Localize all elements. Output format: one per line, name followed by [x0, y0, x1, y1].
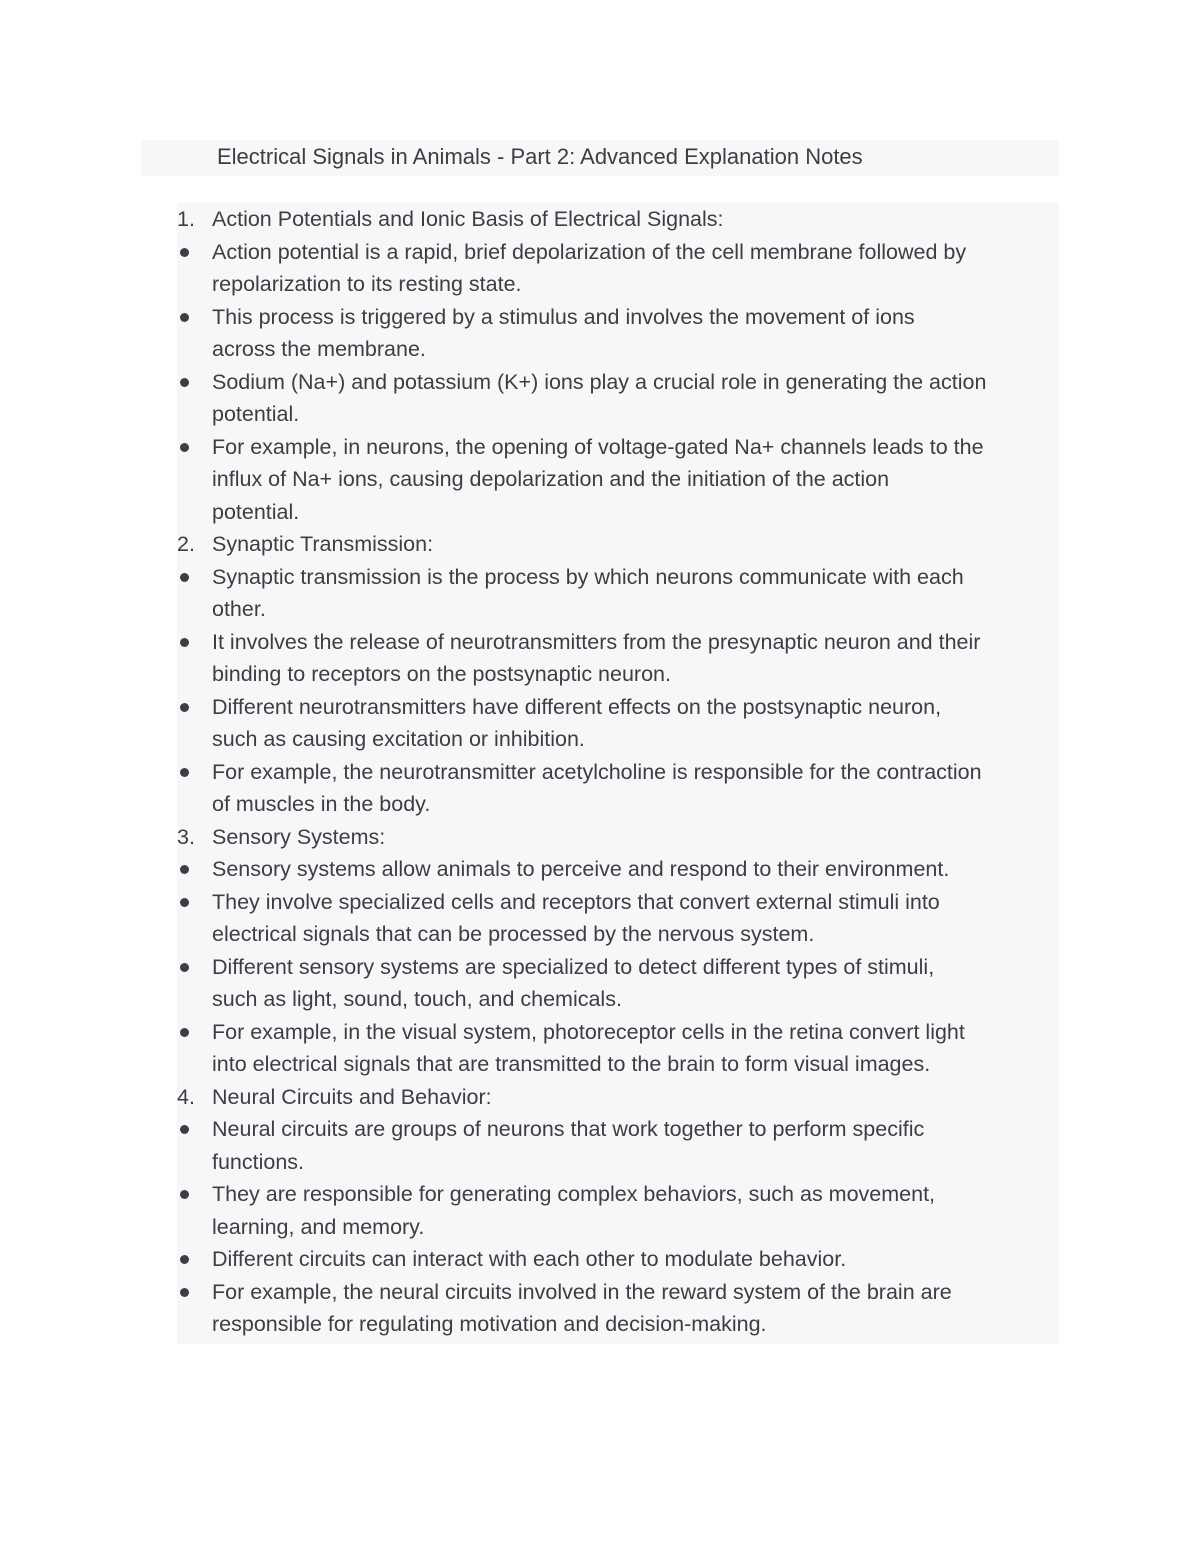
bullet-text: of muscles in the body. [212, 792, 431, 816]
section-heading-text: Action Potentials and Ionic Basis of Electrical Signals: [212, 207, 724, 231]
bullet-icon [180, 1190, 189, 1199]
bullet-text: This process is triggered by a stimulus and involves the movement of ions [212, 304, 915, 329]
bullet-icon [180, 1028, 189, 1037]
bullet-text: For example, the neurotransmitter acetylcholine is responsible for the contraction [212, 759, 982, 784]
bullet-text: They are responsible for generating complex behaviors, such as movement, [212, 1182, 936, 1206]
bullet-icon [180, 378, 189, 387]
bullet-item [177, 1113, 1059, 1146]
bullet-icon [180, 1288, 189, 1297]
bullet-text: Sensory systems allow animals to perceive and respond to their environment. [212, 857, 950, 881]
bullet-icon [180, 898, 189, 907]
notes-lines [177, 203, 1059, 1341]
section-heading-text: Neural Circuits and Behavior: [212, 1084, 492, 1109]
bullet-item [177, 366, 1059, 399]
bullet-text: Sodium (Na+) and potassium (K+) ions play a crucial role in generating the action [212, 369, 987, 394]
bullet-icon [180, 865, 189, 874]
bullet-icon [180, 443, 189, 452]
section-heading [177, 821, 1059, 854]
bullet-icon [180, 768, 189, 777]
bullet-icon [180, 248, 189, 257]
bullet-item-continuation [177, 1048, 1059, 1081]
notes-body [177, 203, 1059, 1344]
bullet-text: potential. [212, 402, 300, 426]
bullet-item [177, 951, 1059, 984]
bullet-text: functions. [212, 1149, 305, 1174]
bullet-item [177, 561, 1059, 594]
bullet-item-continuation [177, 1146, 1059, 1179]
bullet-item [177, 431, 1059, 464]
bullet-icon [180, 638, 189, 647]
section-heading [177, 1081, 1059, 1114]
bullet-item [177, 1016, 1059, 1049]
bullet-icon [180, 1125, 189, 1134]
bullet-item [177, 886, 1059, 919]
bullet-icon [180, 573, 189, 582]
bullet-text: For example, the neural circuits involved in the reward system of the brain are [212, 1279, 952, 1304]
document-title: Electrical Signals in Animals - Part 2: Advanced Explanation Notes [217, 144, 863, 169]
bullet-text: electrical signals that can be processed by the nervous system. [212, 922, 815, 946]
bullet-text: Neural circuits are groups of neurons that work together to perform specific [212, 1117, 925, 1141]
bullet-item [177, 853, 1059, 886]
bullet-text: influx of Na+ ions, causing depolarization and the initiation of the action [212, 467, 890, 491]
section-number: 4. [177, 1084, 195, 1109]
bullet-icon [180, 703, 189, 712]
section-number: 2. [177, 532, 195, 556]
bullet-text: For example, in the visual system, photoreceptor cells in the retina convert light [212, 1019, 965, 1044]
bullet-item-continuation [177, 723, 1059, 756]
bullet-icon [180, 1255, 189, 1264]
section-heading [177, 528, 1059, 561]
title-band [141, 140, 1059, 176]
bullet-icon [180, 313, 189, 322]
bullet-text: They involve specialized cells and receptors that convert external stimuli into [212, 889, 940, 914]
bullet-text: It involves the release of neurotransmitters from the presynaptic neuron and their [212, 629, 981, 654]
bullet-item [177, 1243, 1059, 1276]
bullet-text: binding to receptors on the postsynaptic neuron. [212, 662, 671, 686]
bullet-item-continuation [177, 333, 1059, 366]
bullet-text: learning, and memory. [212, 1214, 425, 1239]
section-heading [177, 203, 1059, 236]
bullet-text: Different sensory systems are specialized to detect different types of stimuli, [212, 954, 935, 979]
bullet-item-continuation [177, 268, 1059, 301]
bullet-item [177, 626, 1059, 659]
bullet-text: repolarization to its resting state. [212, 272, 522, 296]
bullet-text: Synaptic transmission is the process by which neurons communicate with each [212, 564, 964, 589]
bullet-text: such as causing excitation or inhibition. [212, 727, 585, 751]
section-number: 3. [177, 824, 195, 849]
bullet-item-continuation [177, 593, 1059, 626]
bullet-text: other. [212, 597, 266, 621]
bullet-item [177, 301, 1059, 334]
bullet-item [177, 691, 1059, 724]
bullet-item [177, 756, 1059, 789]
bullet-item [177, 236, 1059, 269]
bullet-item-continuation [177, 463, 1059, 496]
bullet-item-continuation [177, 918, 1059, 951]
bullet-item-continuation [177, 1308, 1059, 1341]
bullet-text: across the membrane. [212, 337, 426, 361]
bullet-item [177, 1178, 1059, 1211]
bullet-item-continuation [177, 788, 1059, 821]
bullet-item [177, 1276, 1059, 1309]
bullet-item-continuation [177, 983, 1059, 1016]
bullet-text: responsible for regulating motivation and decision-making. [212, 1312, 767, 1336]
bullet-icon [180, 963, 189, 972]
bullet-text: into electrical signals that are transmitted to the brain to form visual images. [212, 1052, 931, 1076]
bullet-item-continuation [177, 496, 1059, 529]
section-number: 1. [177, 207, 195, 231]
bullet-item-continuation [177, 1211, 1059, 1244]
bullet-text: Action potential is a rapid, brief depolarization of the cell membrane followed by [212, 239, 967, 264]
bullet-item-continuation [177, 658, 1059, 691]
bullet-item-continuation [177, 398, 1059, 431]
section-heading-text: Sensory Systems: [212, 824, 386, 849]
bullet-text: such as light, sound, touch, and chemicals. [212, 987, 622, 1011]
bullet-text: potential. [212, 499, 300, 524]
bullet-text: For example, in neurons, the opening of voltage-gated Na+ channels leads to the [212, 434, 984, 459]
bullet-text: Different circuits can interact with each other to modulate behavior. [212, 1247, 847, 1271]
section-heading-text: Synaptic Transmission: [212, 532, 434, 556]
bullet-text: Different neurotransmitters have different effects on the postsynaptic neuron, [212, 694, 942, 719]
